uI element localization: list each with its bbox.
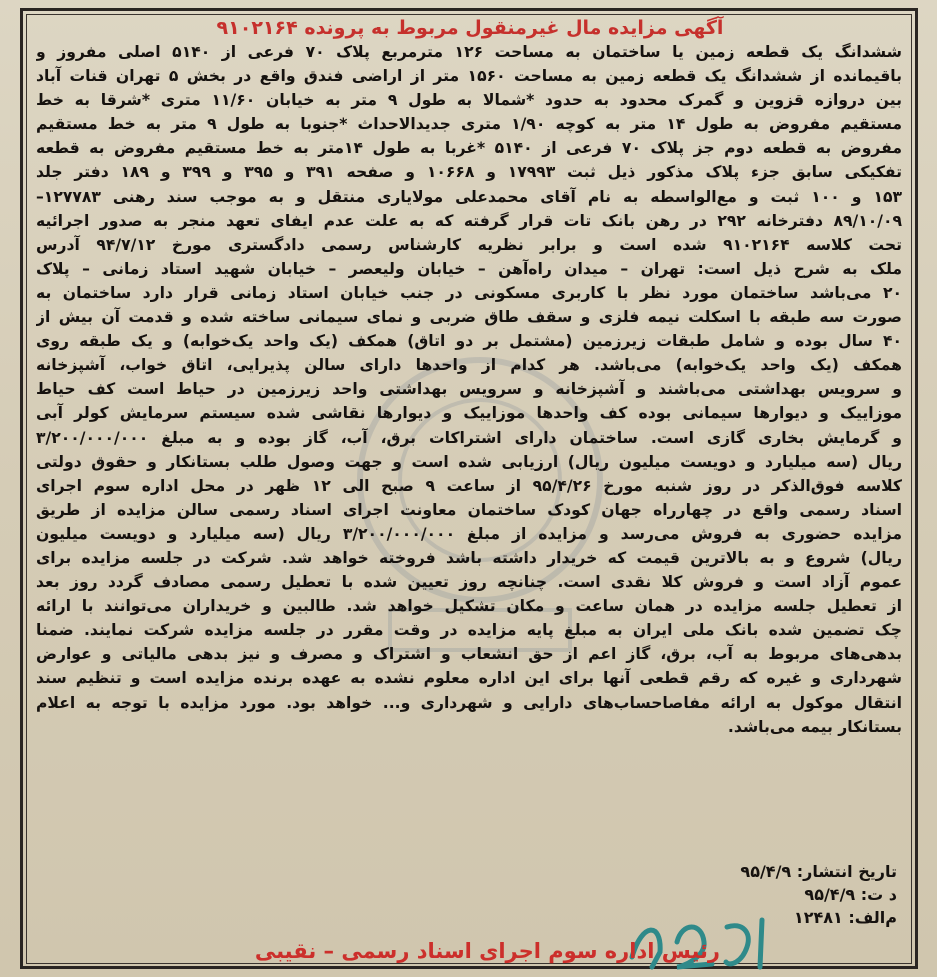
- notice-line: بین دروازه قزوین و گمرک محدود به حدود *شمالا به طول ۹ متر به خیابان ۱۱/۶۰ متری *شرقا به خط: [36, 91, 902, 110]
- publish-date: تاریخ انتشار: ۹۵/۴/۹: [740, 862, 897, 881]
- notice-line: مفروض به قطعه دوم جز پلاک ۷۰ فرعی از ۵۱۴۰ *غربا به طول ۱۴متر به خط مستقیم مفروض به قطعه: [36, 139, 902, 158]
- notice-line: چک تضمین شده بانک ملی ایران به مبلغ پایه مزایده در وقت مقرر در جلسه مزایده شرکت نمایند. ضمنا: [36, 621, 902, 640]
- notice-line: عموم آزاد است و فروش کلا نقدی است. چنانچه روز تعیین شده با تعطیل رسمی مصادف گردد روز بعد: [36, 573, 902, 592]
- notice-line: اسناد رسمی واقع در چهارراه جهان کودک ساختمان معاونت اجرای اسناد رسمی سالن مزایده از طریق: [36, 500, 902, 519]
- notice-line: و گرمایش بخاری گازی است. ساختمان دارای اشتراکات برق، آب، گاز بوده و به مبلغ ۳/۲۰۰/۰۰۰/۰۰۰: [36, 428, 902, 447]
- notice-line: باقیمانده از ششدانگ یک قطعه زمین به مساحت ۱۵۶۰ متر از اراضی فندق واقع در بخش ۵ تهران قنات آباد: [36, 67, 902, 86]
- notice-line: و سرویس بهداشتی می‌باشند و آشپزخانه و سرویس بهداشتی واحد زیرزمین در حیاط است کف حیاط: [36, 380, 902, 399]
- notice-line: از تعطیل جلسه مزایده در همان ساعت و مکان تشکیل خواهد شد. طالبین و خریداران می‌توانند با ارائه: [36, 597, 902, 616]
- notice-body: [36, 40, 902, 739]
- notice-line: کلاسه فوق‌الذکر در روز شنبه مورخ ۹۵/۴/۲۶ از ساعت ۹ صبح الی ۱۲ ظهر در محل اداره سوم اجرای: [36, 476, 902, 495]
- notice-line: بدهی‌های مربوط به آب، برق، گاز اعم از حق انشعاب و اشتراک و مصرف و نیز بدهی مالیاتی و عوارض: [36, 645, 902, 664]
- notice-line: ملک به شرح ذیل است: تهران – میدان راه‌آهن – خیابان ولیعصر – خیابان شهید استاد زمانی – پلاک: [36, 259, 902, 278]
- notice-line: ۴۰ سال بوده و شامل طبقات زیرزمین (مشتمل بر دو اتاق) همکف (یک واحد یک‌خوابه) و یک طبقه روی: [36, 332, 902, 351]
- notice-line: ۲۰ می‌باشد ساختمان مورد نظر با کاربری مسکونی در جنب خیابان استاد زمانی قرار دارد ساختمان به: [36, 283, 902, 302]
- notice-line: ریال) شروع و به بالاترین قیمت که خریدار داشته باشد فروخته خواهد شد. شرکت در جلسه مزایده برای: [36, 548, 902, 567]
- notice-line: تفکیکی سابق جزء پلاک مذکور ذیل ثبت ۱۷۹۹۳ و ۱۰۶۶۸ و صفحه ۳۹۱ و ۳۹۵ و ۳۹۹ و ۱۸۹ دفتر جلد: [36, 163, 902, 182]
- notice-line: صورت سه طبقه با اسکلت نیمه فلزی و سقف طاق ضربی و نمای سیمانی ساخته شده و قدمت آن بیش از: [36, 308, 902, 327]
- notice-line: مستقیم مفروض به طول ۱۴ متر به کوچه ۱/۹۰ متری جدیدالاحداث *جنوبا به طول ۹ متر به خط مستقیم: [36, 115, 902, 134]
- notice-line: ۸۹/۱۰/۰۹ دفترخانه ۲۹۲ در رهن بانک تات قرار گرفته که به علت عدم ایفای تعهد منجر به صدور اجرائیه: [36, 211, 902, 230]
- notice-line: شهرداری و غیره که رقم قطعی آنها برای این اداره معلوم نشده به عهده برنده مزایده است و تنظیم سند: [36, 669, 902, 688]
- notice-line: همکف (یک واحد یک‌خوابه) می‌باشد. هر کدام از واحدها دارای سالن پذیرایی، اتاق خواب، آشپزخانه: [36, 356, 902, 375]
- reference-number: م‌الف: ۱۲۴۸۱: [793, 908, 897, 927]
- notice-line: ششدانگ یک قطعه زمین یا ساختمان به مساحت ۱۲۶ مترمربع پلاک ۷۰ فرعی از ۵۱۴۰ اصلی مفروز و: [36, 43, 902, 61]
- notice-line: ۱۵۳ و ۱۰۰ ثبت و مع‌الواسطه به نام آقای محمدعلی مولایاری منتقل و به موجب سند رهنی ۱۲۷۷۸۳–: [36, 187, 902, 206]
- notice-line: بستانکار بیمه می‌باشد.: [727, 717, 902, 736]
- notice-line: موزاییک و دیوارها سیمانی بوده کف واحدها موزاییک و دیوارها نقاشی شده سیستم سرمایش کولر آبی: [36, 404, 902, 423]
- notice-line: انتقال موکول به ارائه مفاصاحساب‌های دارایی و شهرداری و... خواهد بود. مورد مزایده با توجه به اعلام: [36, 693, 902, 712]
- dt-date: د ت: ۹۵/۴/۹: [804, 885, 897, 904]
- notice-line: ریال (سه میلیارد و دویست میلیون ریال) ارزیابی شده است و جهت وصول طلب بستانکار و حقوق دولتی: [36, 452, 902, 471]
- notice-line: مزایده حضوری به فروش می‌رسد و مزایده از مبلغ ۳/۲۰۰/۰۰۰/۰۰۰ ریال (سه میلیارد و دویست میلیون: [36, 524, 902, 543]
- notice-line: تحت کلاسه ۹۱۰۲۱۶۴ شده است و برابر نظریه کارشناس رسمی دادگستری مورخ ۹۴/۷/۱۲ آدرس: [36, 235, 902, 254]
- signature-line: رئیس اداره سوم اجرای اسناد رسمی – نقیبی: [254, 939, 720, 963]
- notice-title: آگهی مزایده مال غیرمنقول مربوط به پرونده ۹۱۰۲۱۶۴: [216, 17, 724, 39]
